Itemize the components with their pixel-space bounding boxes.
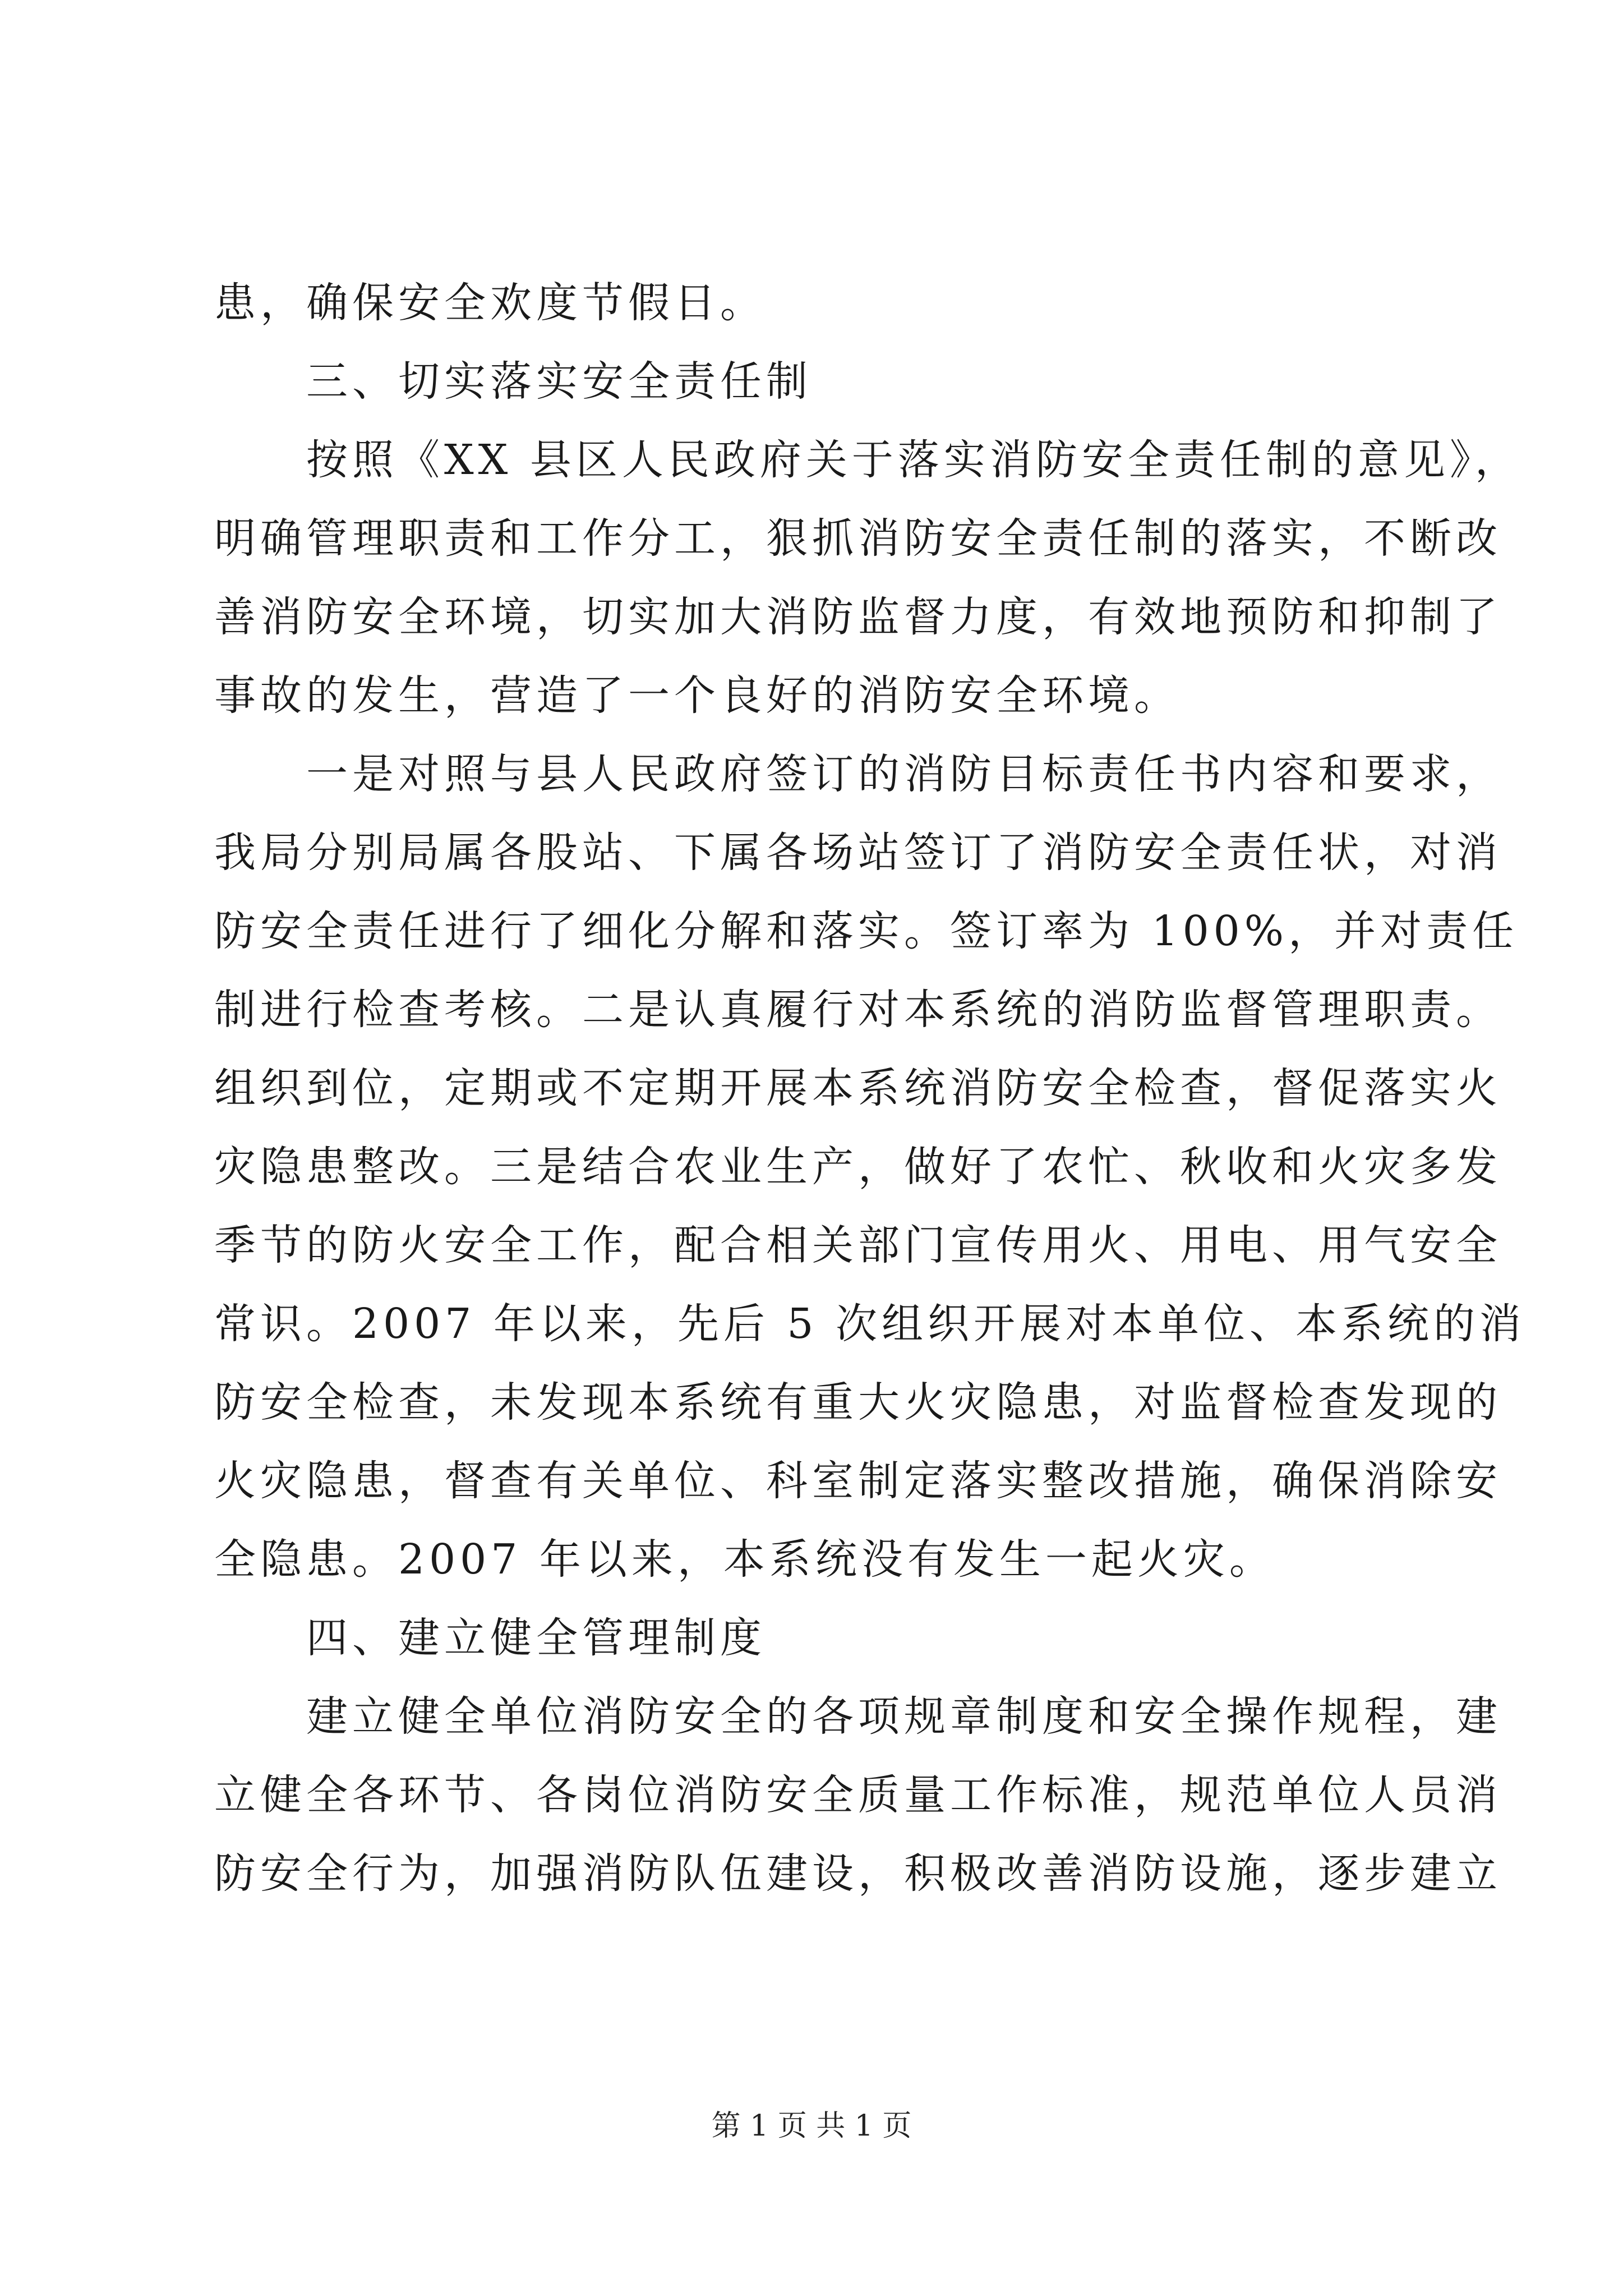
text-line: 按照《XX 县区人民政府关于落实消防安全责任制的意见》， — [306, 436, 1521, 484]
text-line: 患，确保安全欢度节假日。 — [214, 279, 766, 327]
text-line: 防安全行为，加强消防队伍建设，积极改善消防设施，逐步建立 — [214, 1849, 1502, 1898]
text-line: 防安全检查，未发现本系统有重大火灾隐患，对监督检查发现的 — [214, 1378, 1502, 1427]
document-body — [214, 264, 1525, 1913]
text-line: 立健全各环节、各岗位消防安全质量工作标准，规范单位人员消 — [214, 1771, 1502, 1819]
text-line: 常识。2007 年以来，先后 5 次组织开展对本单位、本系统的消 — [214, 1300, 1525, 1348]
text-line: 组织到位，定期或不定期开展本系统消防安全检查，督促落实火 — [214, 1064, 1502, 1112]
text-line: 火灾隐患，督查有关单位、科室制定落实整改措施，确保消除安 — [214, 1457, 1502, 1505]
section-heading: 三、切实落实安全责任制 — [306, 357, 812, 406]
text-line: 善消防安全环境，切实加大消防监督力度，有效地预防和抑制了 — [214, 593, 1502, 641]
text-line: 季节的防火安全工作，配合相关部门宣传用火、用电、用气安全 — [214, 1221, 1502, 1269]
text-line: 明确管理职责和工作分工，狠抓消防安全责任制的落实，不断改 — [214, 514, 1502, 563]
text-line: 防安全责任进行了细化分解和落实。签订率为 100%，并对责任 — [214, 907, 1519, 955]
text-line: 我局分别局属各股站、下属各场站签订了消防安全责任状，对消 — [214, 829, 1502, 877]
section-heading: 四、建立健全管理制度 — [306, 1614, 766, 1662]
text-line: 事故的发生，营造了一个良好的消防安全环境。 — [214, 671, 1180, 720]
text-line: 建立健全单位消防安全的各项规章制度和安全操作规程，建 — [306, 1692, 1502, 1741]
text-line: 制进行检查考核。二是认真履行对本系统的消防监督管理职责。 — [214, 986, 1502, 1034]
text-line: 灾隐患整改。三是结合农业生产，做好了农忙、秋收和火灾多发 — [214, 1143, 1502, 1191]
text-line: 全隐患。2007 年以来，本系统没有发生一起火灾。 — [214, 1535, 1275, 1584]
page-number: 第 1 页 共 1 页 — [711, 2109, 912, 2143]
page-footer — [0, 2106, 1623, 2146]
text-line: 一是对照与县人民政府签订的消防目标责任书内容和要求， — [306, 750, 1502, 798]
